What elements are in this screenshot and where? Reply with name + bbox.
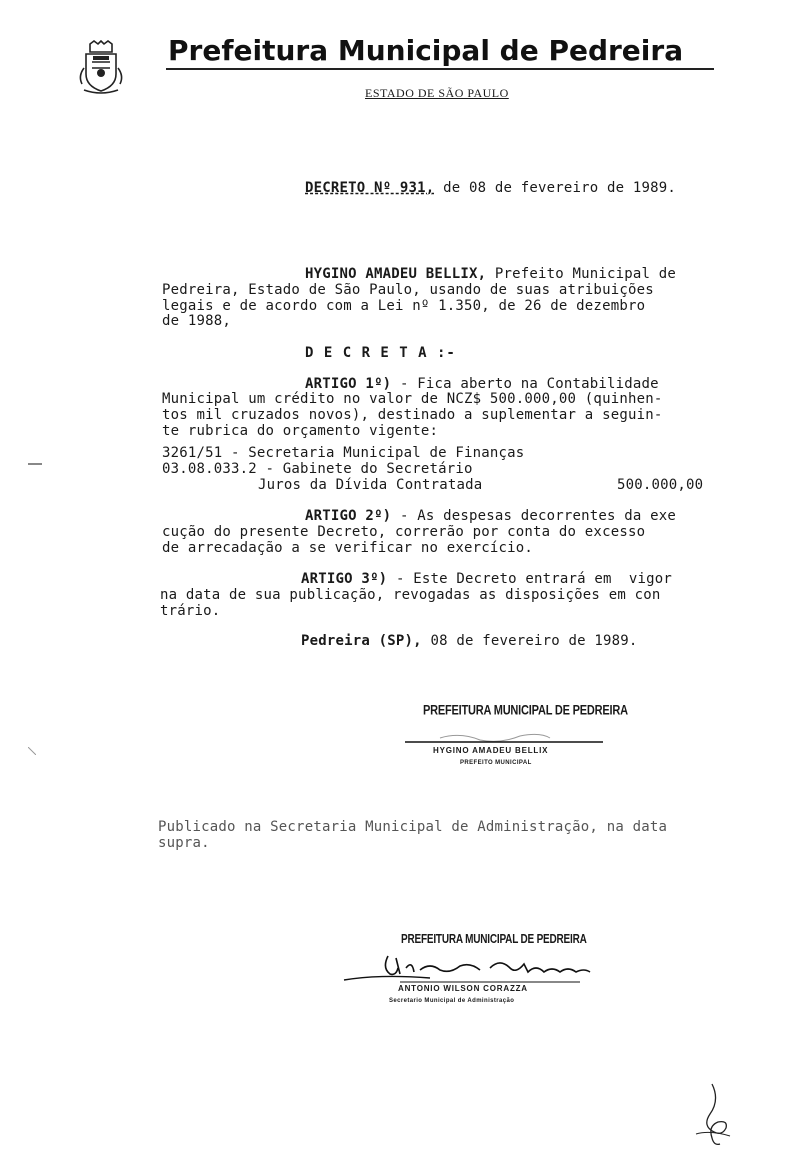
place: Pedreira (SP), — [301, 633, 422, 649]
publication-line-2: supra. — [158, 835, 210, 851]
artigo2-line-3: de arrecadação a se verificar no exercício. — [162, 540, 534, 556]
title-underline — [166, 68, 714, 70]
signature2-stamp: PREFEITURA MUNICIPAL DE PEDREIRA — [401, 933, 587, 947]
margin-initials-icon — [690, 1080, 740, 1150]
state-subtitle: ESTADO DE SÃO PAULO — [365, 86, 509, 100]
mayor-name: HYGINO AMADEU BELLIX, — [305, 266, 487, 282]
artigo1-line-4: te rubrica do orçamento vigente: — [162, 423, 439, 439]
signature1-name: HYGINO AMADEU BELLIX — [433, 746, 549, 755]
preamble-line-1 — [305, 266, 676, 282]
budget-line-1: 3261/51 - Secretaria Municipal de Finanças — [162, 445, 525, 461]
budget-amount: 500.000,00 — [617, 477, 704, 493]
preamble-line-2: Pedreira, Estado de São Paulo, usando de suas atribuições — [162, 282, 654, 298]
artigo1-line-1 — [305, 376, 659, 392]
decree-date: de 08 de fevereiro de 1989. — [443, 180, 677, 196]
artigo1-text: - Fica aberto na Contabilidade — [399, 376, 659, 392]
budget-line-2: 03.08.033.2 - Gabinete do Secretário — [162, 461, 473, 477]
artigo3-line-3: trário. — [160, 603, 221, 619]
signature1-scribble-icon — [400, 718, 610, 748]
artigo1-line-3: tos mil cruzados novos), destinado a suplementar a seguin- — [162, 407, 663, 423]
artigo2-text: - As despesas decorrentes da exe — [399, 508, 677, 524]
artigo2-label: ARTIGO 2º) — [305, 508, 392, 524]
publication-line-1: Publicado na Secretaria Municipal de Administração, na data — [158, 819, 668, 835]
preamble-text: Prefeito Municipal de — [494, 266, 677, 282]
preamble-line-4: de 1988, — [162, 313, 232, 329]
decree-number: DECRETO Nº 931, — [305, 180, 435, 196]
budget-item: Juros da Dívida Contratada — [258, 477, 483, 493]
artigo2-line-1 — [305, 508, 676, 524]
artigo1-label: ARTIGO 1º) — [305, 376, 392, 392]
scan-mark-icon — [28, 742, 36, 750]
coat-of-arms-icon — [76, 40, 126, 96]
scan-mark-icon — [28, 463, 42, 465]
decreta-heading: D E C R E T A :- — [305, 345, 456, 361]
signing-date: 08 de fevereiro de 1989. — [430, 633, 638, 649]
decree-heading — [305, 180, 676, 196]
place-date — [301, 633, 638, 649]
artigo3-text: - Este Decreto entrará em vigor — [395, 571, 673, 587]
signature1-stamp: PREFEITURA MUNICIPAL DE PEDREIRA — [423, 703, 628, 718]
signature2-name: ANTONIO WILSON CORAZZA — [398, 984, 528, 993]
artigo3-line-2: na data de sua publicação, revogadas as disposições em con — [160, 587, 661, 603]
signature2-role: Secretario Municipal de Administração — [389, 998, 515, 1004]
preamble-line-3: legais e de acordo com a Lei nº 1.350, de 26 de dezembro — [162, 298, 646, 314]
artigo1-line-2: Municipal um crédito no valor de NCZ$ 500.000,00 (quinhen- — [162, 391, 663, 407]
signature1-role: PREFEITO MUNICIPAL — [460, 760, 532, 766]
artigo3-line-1 — [301, 571, 672, 587]
artigo2-line-2: cução do presente Decreto, correrão por conta do excesso — [162, 524, 646, 540]
artigo3-label: ARTIGO 3º) — [301, 571, 388, 587]
page-title: Prefeitura Municipal de Pedreira — [168, 34, 684, 67]
